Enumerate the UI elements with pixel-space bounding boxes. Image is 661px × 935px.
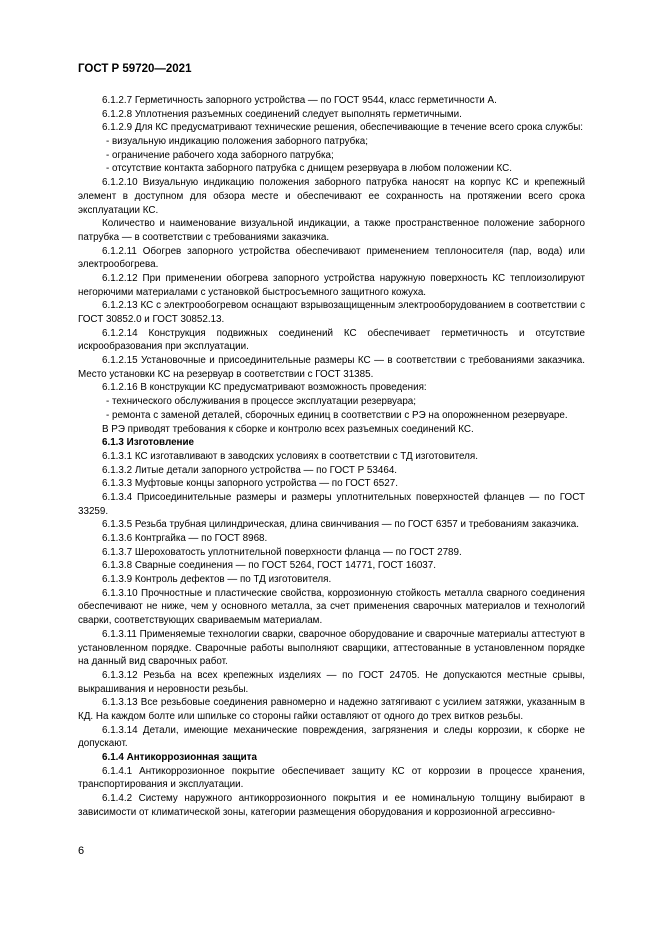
paragraph: 6.1.3.13 Все резьбовые соединения равномерно и надежно затягивают с усилием затяжки, указанным в КД. На каждом болте или шпильке со стороны гайки оставляют от одного до трех витков резьбы. [78, 697, 585, 722]
paragraph: 6.1.3.1 КС изготавливают в заводских условиях в соответствии с ТД изготовителя. [102, 450, 478, 462]
paragraph: 6.1.3.10 Прочностные и пластические свойства, коррозионную стойкость металла сварного соединения обеспечивают не ниже, чем у основного металла, за счет применения сварочных материалов и технологий сварки, соответствующих свариваемым материалам. [78, 587, 585, 627]
paragraph: 6.1.2.16 В конструкции КС предусматривают возможность проведения: [102, 382, 427, 394]
paragraph: 6.1.4.2 Систему наружного антикоррозионного покрытия и ее номинальную толщину выбирают в зависимости от климатической зоны, категории размещения оборудования и коррозионной агрессивно- [78, 793, 585, 818]
list-item: - ограничение рабочего хода заборного патрубка; [106, 149, 334, 161]
document-header: ГОСТ Р 59720—2021 [78, 63, 192, 75]
paragraph: 6.1.3.5 Резьба трубная цилиндрическая, длина свинчивания — по ГОСТ 6357 и требованиям заказчика. [102, 519, 579, 531]
list-item: - ремонта с заменой деталей, сборочных единиц в соответствии с РЭ на опорожненном резервуаре. [106, 409, 568, 421]
paragraph: 6.1.3.3 Муфтовые концы запорного устройства — по ГОСТ 6527. [102, 478, 398, 490]
paragraph: Количество и наименование визуальной индикации, а также пространственное положение заборного патрубка — в соответствии с требованиями заказчика. [78, 218, 585, 243]
paragraph: В РЭ приводят требования к сборке и контролю всех разъемных соединений КС. [102, 423, 474, 435]
section-heading: 6.1.4 Антикоррозионная защита [102, 752, 257, 763]
paragraph: 6.1.3.2 Литые детали запорного устройства — по ГОСТ Р 53464. [102, 464, 398, 476]
paragraph: 6.1.3.12 Резьба на всех крепежных изделиях — по ГОСТ 24705. Не допускаются местные срывы, выкрашивания и неровности резьбы. [78, 669, 585, 695]
paragraph: 6.1.2.14 Конструкция подвижных соединений КС обеспечивает герметичность и отсутствие искрообразования при эксплуатации. [78, 327, 585, 353]
paragraph: 6.1.3.6 Контргайка — по ГОСТ 8968. [102, 533, 268, 544]
paragraph: 6.1.2.15 Установочные и присоединительные размеры КС — в соответствии с требованиями заказчика. Место установки КС на резервуар в соответствии с ГОСТ 31385. [78, 355, 585, 380]
list-item: - отсутствие контакта заборного патрубка с днищем резервуара в любом положении КС. [106, 163, 513, 175]
paragraph: 6.1.3.8 Сварные соединения — по ГОСТ 5264, ГОСТ 14771, ГОСТ 16037. [102, 560, 436, 572]
list-item: - технического обслуживания в процессе эксплуатации резервуара; [106, 396, 417, 408]
paragraph: 6.1.2.11 Обогрев запорного устройства обеспечивают применением теплоносителя (пар, вода) или электрообогрева. [78, 245, 585, 271]
paragraph: 6.1.3.9 Контроль дефектов — по ТД изготовителя. [102, 574, 332, 586]
paragraph: 6.1.3.14 Детали, имеющие механические повреждения, загрязнения и следы коррозии, к сборке не допускают. [78, 724, 585, 750]
paragraph: 6.1.2.9 Для КС предусматривают технические решения, обеспечивающие в течение всего срока службы: [102, 122, 584, 134]
paragraph: 6.1.2.12 При применении обогрева запорного устройства наружную поверхность КС теплоизолируют негорючими материалами с установкой быстросъемного защитного кожуха. [78, 272, 585, 298]
paragraph: 6.1.4.1 Антикоррозионное покрытие обеспечивает защиту КС от коррозии в процессе хранения, транспортирования и эксплуатации. [78, 765, 585, 791]
paragraph: 6.1.3.4 Присоединительные размеры и размеры уплотнительных поверхностей фланцев — по ГОСТ 33259. [78, 491, 585, 517]
section-heading: 6.1.3 Изготовление [102, 437, 195, 449]
paragraph: 6.1.2.10 Визуальную индикацию положения заборного патрубка наносят на корпус КС и крепежный элемент в доступном для обзора месте и обеспечивают ее сохранность на протяжении всего срока эксплуатации КС. [78, 177, 585, 216]
paragraph: 6.1.2.13 КС с электрообогревом оснащают взрывозащищенным электрооборудованием в соответствии с ГОСТ 30852.0 и ГОСТ 30852.13. [78, 300, 585, 325]
page-number: 6 [78, 845, 85, 857]
document-body [78, 94, 585, 819]
paragraph: 6.1.3.11 Применяемые технологии сварки, сварочное оборудование и сварочные материалы аттестуют в установленном порядке. Сварочные работы выполняют сварщики, аттестованные в установленном порядке на данный вид сварочных работ. [78, 628, 585, 668]
list-item: - визуальную индикацию положения заборного патрубка; [106, 136, 369, 148]
paragraph: 6.1.2.8 Уплотнения разъемных соединений следует выполнять герметичными. [102, 108, 462, 120]
paragraph: 6.1.2.7 Герметичность запорного устройства — по ГОСТ 9544, класс герметичности А. [102, 95, 497, 106]
paragraph: 6.1.3.7 Шероховатость уплотнительной поверхности фланца — по ГОСТ 2789. [102, 546, 462, 558]
